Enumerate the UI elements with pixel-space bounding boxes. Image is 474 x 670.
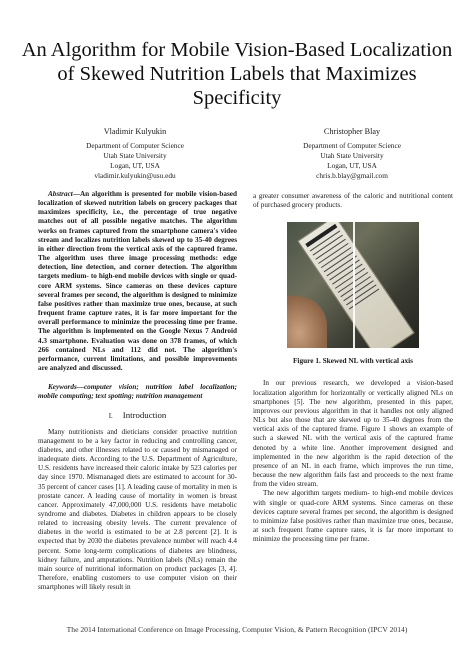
intro-paragraph: Many nutritionists and dieticians consider proactive nutrition management to be a key factor in reducing and controlling cancer, diabetes, and other illnesses related to or caused by mismanaged or inadequate diets. According to the U.S. Department of Agriculture, U.S. residents have increased their caloric intake by 523 calories per day since 1970. Mismanaged diets are estimated to account for 30-35 percent of cancer cases [1]. A leading cause of mortality in men is prostate cancer. A leading cause of mortality in women is breast cancer. Approximately 47,000,000 U.S. residents have metabolic syndrome and diabetes. Diabetes in children appears to be closely related to increasing obesity levels. The current prevalence of diabetes in the world is estimated to be at 2.8 percent [2]. It is expected that by 2030 the diabetes prevalence number will reach 4.4 percent. Some long-term complications of diabetes are blindness, kidney failure, and amputations. Nutrition labels (NLs) remain the main source of nutritional information on product packages [3, 4]. Therefore, enabling customers to use computer vision on their smartphones will likely result in (38, 427, 237, 592)
keywords-text: —computer vision; nutrition label localization; mobile computing; text spotting; nutrition management (38, 383, 237, 401)
abstract (38, 190, 237, 373)
keywords (38, 383, 237, 401)
author-department: Department of Computer Science (303, 141, 401, 150)
body-paragraph: In our previous research, we developed a vision-based localization algorithm for horizontally or vertically aligned NLs on smartphones [5]. The new algorithm, presented in this paper, improves our previous algorithm in that it handles not only aligned NLs but also those that are skewed up to 35-40 degrees from the vertical axis of the captured frame. Figure 1 shows an example of such a skewed NL with the vertical axis of the captured frame denoted by a white line. Another improvement designed and implemented in the new algorithm is the rapid detection of the presence of an NL in each frame, which improves the run time, because the new algorithm fails fast and proceeds to the next frame from the video stream. (253, 379, 453, 489)
author-name: Christopher Blay (323, 127, 381, 136)
author-department: Department of Computer Science (86, 141, 184, 150)
right-column (253, 192, 453, 544)
body-paragraph: The new algorithm targets medium- to high-end mobile devices with single or quad-core ARM systems. Since cameras on these devices capture several frames per second, the algorithm is designed to minimize false positives rather than maximize true ones, because, at such frequent frame capture rates, it is far more important to minimize the processing time per frame. (253, 489, 453, 544)
author-email: vladimir.kulyukin@usu.edu (94, 171, 176, 180)
author-name: Vladimir Kulyukin (103, 127, 167, 136)
vertical-axis-line (353, 222, 355, 348)
figure-caption: Figure 1. Skewed NL with vertical axis (292, 356, 414, 366)
author-city: Logan, UT, USA (110, 161, 160, 170)
keywords-lead: Keywords (48, 383, 77, 392)
left-column (38, 190, 237, 592)
abstract-lead: Abstract (48, 190, 73, 198)
abstract-text: —An algorithm is presented for mobile vision-based localization of skewed nutrition labels on grocery packages that maximizes specificity, i.e., the percentage of true negative matches out of all possible negative matches. The algorithm works on frames captured from the smartphone camera's video stream and localizes nutrition labels skewed up to 35-40 degrees in either direction from the vertical axis of the captured frame. The algorithm uses three image processing methods: edge detection, line detection, and corner detection. The algorithm targets medium- to high-end mobile devices with single or quad-core ARM systems. Since cameras on these devices capture several frames per second, the algorithm is designed to minimize false positives rather than maximize true ones, because, at such frequent frame capture rates, it is far more important for the overall performance to minimize the processing time per frame. The algorithm is implemented on the Google Nexus 7 Android 4.3 smartphone. Evaluation was done on 378 frames, of which 266 contained NLs and 112 did not. The algorithm's performance, current limitations, and possible improvements are analyzed and discussed. (38, 190, 237, 372)
author-university: Utah State University (320, 151, 384, 160)
page-footer: The 2014 International Conference on Image Processing, Computer Vision, & Pattern Recognition (IPCV 2014) (66, 625, 408, 634)
author-block-1 (63, 127, 207, 181)
hand-photo (287, 296, 327, 348)
author-city: Logan, UT, USA (327, 161, 377, 170)
section-heading (38, 411, 237, 421)
section-title: Introduction (122, 410, 167, 421)
author-block-2 (277, 127, 427, 181)
author-email: chris.b.blay@gmail.com (316, 171, 388, 180)
intro-continuation: a greater consumer awareness of the caloric and nutritional content of purchased grocery products. (253, 192, 453, 210)
paper-title: An Algorithm for Mobile Vision-Based Localization of Skewed Nutrition Labels that Maximizes Specificity (21, 39, 453, 109)
section-number: I. (108, 412, 113, 421)
figure-image (287, 222, 419, 348)
author-university: Utah State University (103, 151, 167, 160)
